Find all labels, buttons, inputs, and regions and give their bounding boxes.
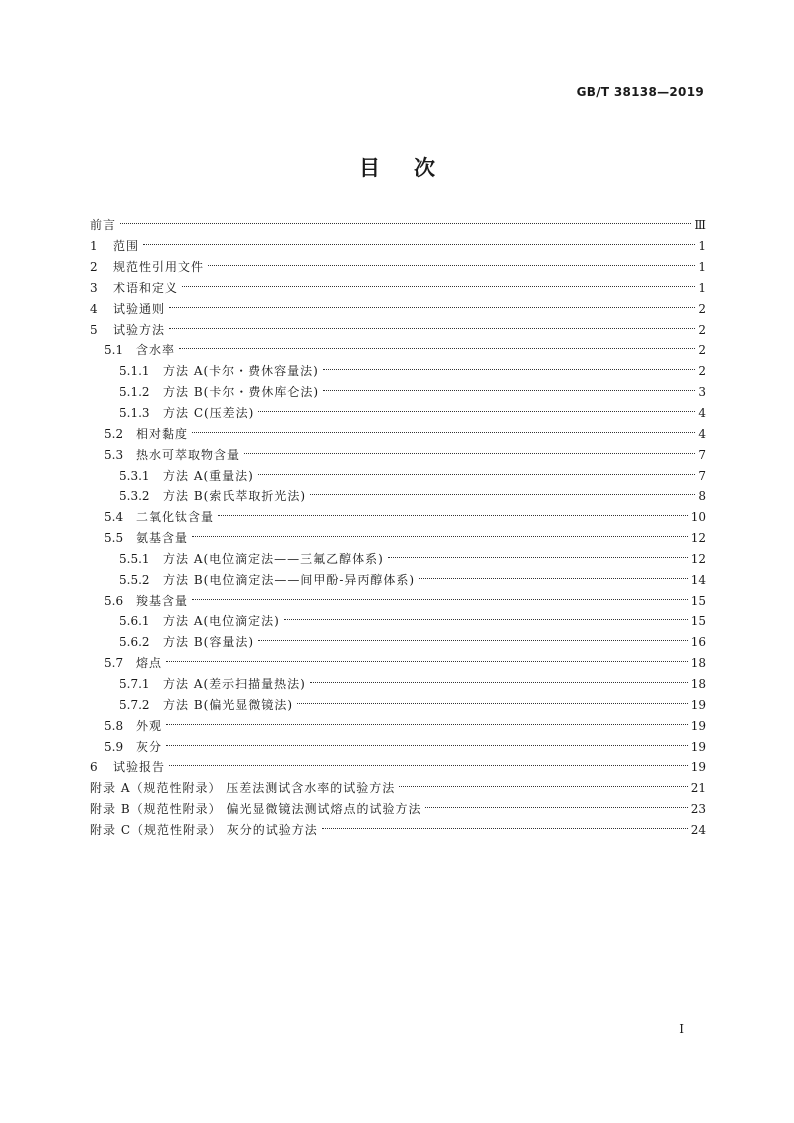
toc-entry-page: 24 xyxy=(690,822,706,837)
toc-entry[interactable] xyxy=(90,611,706,632)
toc-entry-page: 2 xyxy=(698,343,706,358)
toc-entry-number: 5.7 xyxy=(104,656,124,671)
toc-entry-page: 2 xyxy=(698,301,706,316)
toc-entry-page: 15 xyxy=(690,593,706,608)
page-number: I xyxy=(679,1022,684,1036)
toc-entry-number: 5.9 xyxy=(104,739,124,754)
toc-entry[interactable] xyxy=(90,674,706,695)
dot-leader xyxy=(297,703,688,704)
toc-entry-number: 6 xyxy=(90,760,98,775)
page-title: 目次 xyxy=(359,156,469,180)
toc-entry-label: 范围 xyxy=(113,239,140,254)
toc-entry-page: 16 xyxy=(690,635,706,650)
toc-entry-number: 5.4 xyxy=(104,510,124,525)
toc-entry-page: 15 xyxy=(690,614,706,629)
toc-entry[interactable] xyxy=(90,444,706,465)
toc-entry[interactable] xyxy=(90,569,706,590)
toc-entry-page: 19 xyxy=(690,760,706,775)
dot-leader xyxy=(218,515,688,516)
toc-entry-number: 2 xyxy=(90,260,98,275)
toc-entry-label: 规范性引用文件 xyxy=(113,260,205,275)
toc-entry-page: 7 xyxy=(698,468,706,483)
toc-entry-page: 19 xyxy=(690,697,706,712)
toc-entry-number: 5.5.2 xyxy=(119,572,150,587)
toc-entry-label: 方法 B(索氏萃取折光法) xyxy=(163,489,306,504)
dot-leader xyxy=(192,536,688,537)
toc-entry-number: 5.1.1 xyxy=(119,364,150,379)
dot-leader xyxy=(419,578,688,579)
dot-leader xyxy=(192,599,688,600)
dot-leader xyxy=(120,223,691,224)
toc-entry[interactable] xyxy=(90,340,706,361)
dot-leader xyxy=(284,619,688,620)
toc-entry-page: 18 xyxy=(690,656,706,671)
toc-entry-page: 19 xyxy=(690,739,706,754)
toc-entry-label: 方法 A(电位滴定法) xyxy=(163,614,280,629)
toc-entry-page: 21 xyxy=(690,781,706,796)
toc-entry[interactable] xyxy=(90,819,706,840)
toc-entry-number: 3 xyxy=(90,280,98,295)
toc-entry-label: 方法 A(差示扫描量热法) xyxy=(163,676,306,691)
toc-entry-label: 附录 C（规范性附录） 灰分的试验方法 xyxy=(90,822,318,837)
toc-entry-number: 5.3.2 xyxy=(119,489,150,504)
dot-leader xyxy=(399,786,687,787)
dot-leader xyxy=(258,640,688,641)
toc-entry-page: 7 xyxy=(698,447,706,462)
toc-entry[interactable] xyxy=(90,799,706,820)
toc-entry[interactable] xyxy=(90,298,706,319)
toc-entry[interactable] xyxy=(90,403,706,424)
toc-entry[interactable] xyxy=(90,757,706,778)
toc-entry-number: 1 xyxy=(90,239,98,254)
dot-leader xyxy=(166,724,688,725)
toc-entry-page: 19 xyxy=(690,718,706,733)
toc-entry[interactable] xyxy=(90,215,706,236)
toc-entry-number: 5.1.2 xyxy=(119,385,150,400)
toc-entry-page: 2 xyxy=(698,322,706,337)
toc-entry[interactable] xyxy=(90,736,706,757)
toc-entry-page: Ⅲ xyxy=(694,218,706,233)
toc-entry[interactable] xyxy=(90,465,706,486)
toc-entry-label: 试验报告 xyxy=(113,760,166,775)
toc-entry[interactable] xyxy=(90,257,706,278)
toc-entry[interactable] xyxy=(90,507,706,528)
dot-leader xyxy=(244,453,695,454)
toc-entry-number: 5.2 xyxy=(104,426,124,441)
toc-entry-label: 方法 A(卡尔・费休容量法) xyxy=(163,364,319,379)
toc-entry[interactable] xyxy=(90,361,706,382)
dot-leader xyxy=(192,432,695,433)
toc-entry-page: 3 xyxy=(698,385,706,400)
toc-entry-label: 方法 A(重量法) xyxy=(163,468,254,483)
dot-leader xyxy=(323,369,695,370)
dot-leader xyxy=(258,411,695,412)
toc-entry-label: 附录 A（规范性附录） 压差法测试含水率的试验方法 xyxy=(90,781,396,796)
toc-entry[interactable] xyxy=(90,486,706,507)
toc-entry-number: 5.7.1 xyxy=(119,676,150,691)
toc-entry-label: 含水率 xyxy=(136,343,176,358)
toc-entry-page: 1 xyxy=(698,239,706,254)
toc-entry-label: 方法 B(电位滴定法——间甲酚-异丙醇体系) xyxy=(163,572,416,587)
toc-entry[interactable] xyxy=(90,423,706,444)
toc-entry-number: 5.3.1 xyxy=(119,468,150,483)
dot-leader xyxy=(388,557,688,558)
toc-entry-label: 相对黏度 xyxy=(136,426,189,441)
toc-entry-label: 方法 B(偏光显微镜法) xyxy=(163,697,293,712)
toc-entry-label: 方法 B(容量法) xyxy=(163,635,254,650)
toc-entry-label: 氨基含量 xyxy=(136,531,189,546)
dot-leader xyxy=(425,807,687,808)
toc-entry-number: 4 xyxy=(90,301,98,316)
toc-entry-number: 5.6.2 xyxy=(119,635,150,650)
toc-entry-page: 4 xyxy=(698,426,706,441)
table-of-contents xyxy=(90,215,706,840)
toc-entry-label: 试验通则 xyxy=(113,301,166,316)
toc-entry[interactable] xyxy=(90,549,706,570)
toc-entry-page: 1 xyxy=(698,280,706,295)
toc-entry-number: 5.1.3 xyxy=(119,406,150,421)
toc-entry-label: 附录 B（规范性附录） 偏光显微镜法测试熔点的试验方法 xyxy=(90,802,422,817)
toc-entry[interactable] xyxy=(90,382,706,403)
toc-entry[interactable] xyxy=(90,694,706,715)
dot-leader xyxy=(169,307,695,308)
toc-entry-number: 5.6 xyxy=(104,593,124,608)
toc-entry[interactable] xyxy=(90,319,706,340)
toc-entry-page: 23 xyxy=(690,802,706,817)
dot-leader xyxy=(310,494,695,495)
dot-leader xyxy=(182,286,695,287)
toc-entry[interactable] xyxy=(90,590,706,611)
dot-leader xyxy=(169,765,688,766)
toc-entry-number: 5.3 xyxy=(104,447,124,462)
toc-entry-number: 5.5 xyxy=(104,531,124,546)
toc-entry-page: 14 xyxy=(690,572,706,587)
toc-entry-label: 方法 B(卡尔・费休库仑法) xyxy=(163,385,319,400)
toc-entry-page: 2 xyxy=(698,364,706,379)
toc-entry-label: 试验方法 xyxy=(113,322,166,337)
toc-entry[interactable] xyxy=(90,236,706,257)
dot-leader xyxy=(323,390,695,391)
toc-entry-number: 5.6.1 xyxy=(119,614,150,629)
toc-entry[interactable] xyxy=(90,778,706,799)
dot-leader xyxy=(179,348,695,349)
toc-entry-number: 5.1 xyxy=(104,343,124,358)
toc-entry-label: 灰分 xyxy=(136,739,163,754)
toc-entry-page: 4 xyxy=(698,406,706,421)
dot-leader xyxy=(166,661,688,662)
toc-entry[interactable] xyxy=(90,278,706,299)
toc-entry-label: 方法 A(电位滴定法——三氟乙醇体系) xyxy=(163,551,384,566)
dot-leader xyxy=(143,244,695,245)
toc-entry-page: 12 xyxy=(690,551,706,566)
toc-entry-label: 二氧化钛含量 xyxy=(136,510,215,525)
toc-entry-label: 前言 xyxy=(90,218,117,233)
toc-entry-number: 5.5.1 xyxy=(119,551,150,566)
toc-entry-label: 方法 C(压差法) xyxy=(163,406,255,421)
toc-entry-label: 熔点 xyxy=(136,656,163,671)
toc-entry-page: 12 xyxy=(690,531,706,546)
toc-entry-label: 羧基含量 xyxy=(136,593,189,608)
toc-entry-label: 术语和定义 xyxy=(113,280,179,295)
standard-number: GB/T 38138—2019 xyxy=(576,85,704,99)
toc-entry-page: 18 xyxy=(690,676,706,691)
toc-entry-page: 8 xyxy=(698,489,706,504)
dot-leader xyxy=(258,474,695,475)
toc-entry[interactable] xyxy=(90,632,706,653)
toc-entry-page: 1 xyxy=(698,260,706,275)
toc-entry[interactable] xyxy=(90,653,706,674)
toc-entry-label: 外观 xyxy=(136,718,163,733)
dot-leader xyxy=(322,828,688,829)
dot-leader xyxy=(166,745,688,746)
toc-entry[interactable] xyxy=(90,715,706,736)
toc-entry[interactable] xyxy=(90,528,706,549)
toc-entry-page: 10 xyxy=(690,510,706,525)
dot-leader xyxy=(310,682,688,683)
toc-entry-label: 热水可萃取物含量 xyxy=(136,447,241,462)
dot-leader xyxy=(208,265,695,266)
dot-leader xyxy=(169,328,695,329)
toc-entry-number: 5 xyxy=(90,322,98,337)
toc-entry-number: 5.7.2 xyxy=(119,697,150,712)
toc-entry-number: 5.8 xyxy=(104,718,124,733)
